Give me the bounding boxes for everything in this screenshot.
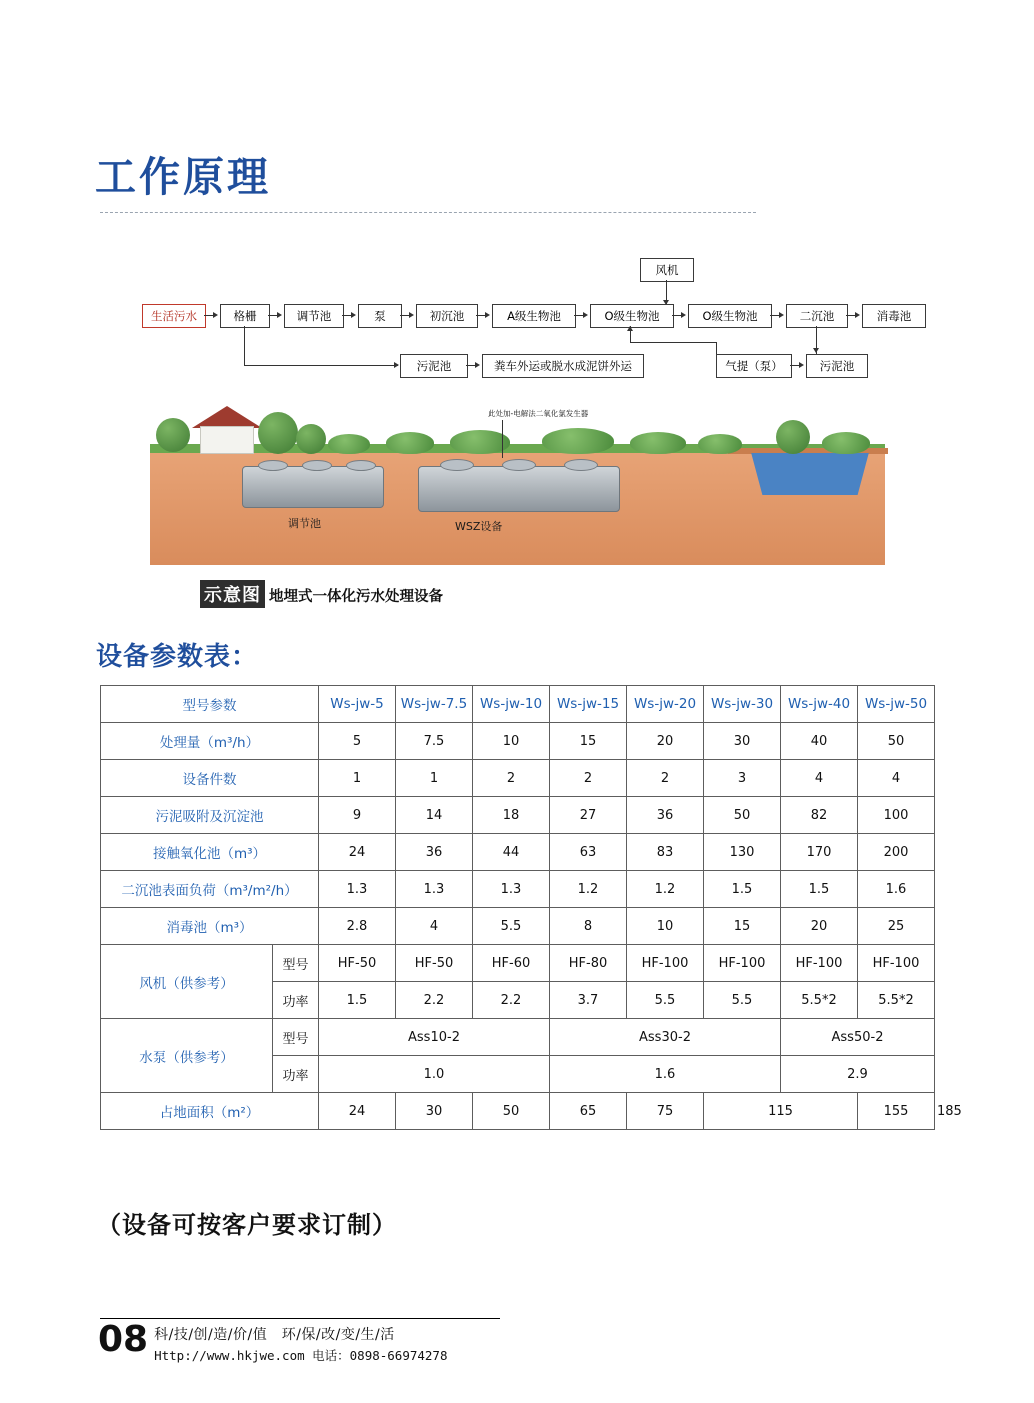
bush-2 [386, 432, 434, 454]
cell-4-7: 1.6 [858, 871, 935, 908]
illustration-label-right: WSZ设备 [455, 520, 503, 533]
blower-power-4: 5.5 [627, 982, 704, 1019]
flow-arrow-8 [855, 312, 860, 318]
cell-3-0: 24 [319, 834, 396, 871]
flow-arrow-return-up [627, 326, 633, 331]
house-roof [192, 406, 262, 428]
flow-node-9: 消毒池 [862, 304, 926, 328]
header-model-7: Ws-jw-50 [858, 686, 935, 723]
header-model-2: Ws-jw-10 [473, 686, 550, 723]
blower-model-5: HF-100 [704, 945, 781, 982]
header-model-4: Ws-jw-20 [627, 686, 704, 723]
cell-5-7: 25 [858, 908, 935, 945]
row-label-3: 接触氧化池（m³） [101, 834, 319, 871]
flow-arrow-4 [485, 312, 490, 318]
pump-model-0: Ass10-2 [319, 1019, 550, 1056]
pump-model-1: Ass30-2 [550, 1019, 781, 1056]
footer-text-block [154, 1322, 447, 1364]
illustration-caption [200, 580, 443, 608]
tank-lid-2 [302, 460, 332, 471]
cell-5-3: 8 [550, 908, 627, 945]
area-1: 30 [396, 1093, 473, 1130]
blower-model-1: HF-50 [396, 945, 473, 982]
flow-node-4: 初沉池 [416, 304, 478, 328]
tree-2 [258, 412, 298, 454]
cell-4-2: 1.3 [473, 871, 550, 908]
title-divider [100, 212, 756, 213]
bush-5 [630, 432, 686, 454]
cell-2-0: 9 [319, 797, 396, 834]
flow-arrow-6 [681, 312, 686, 318]
header-model-1: Ws-jw-7.5 [396, 686, 473, 723]
flow-node-1: 格栅 [220, 304, 270, 328]
cell-0-0: 5 [319, 723, 396, 760]
flow-arrow-airlift [799, 362, 804, 368]
blower-model-4: HF-100 [627, 945, 704, 982]
flow-node-7: O级生物池 [688, 304, 772, 328]
blower-power-2: 2.2 [473, 982, 550, 1019]
cell-2-2: 18 [473, 797, 550, 834]
row-label-blower: 风机（供参考） [101, 945, 273, 1019]
blower-power-5: 5.5 [704, 982, 781, 1019]
cell-4-0: 1.3 [319, 871, 396, 908]
pump-model-2: Ass50-2 [781, 1019, 935, 1056]
table-row [101, 760, 935, 797]
blower-model-7: HF-100 [858, 945, 935, 982]
area-5: 115 [704, 1093, 858, 1130]
cell-1-5: 3 [704, 760, 781, 797]
flow-connector-sludge-horiz [244, 365, 398, 366]
flow-connector-sludge-vert [244, 326, 245, 366]
blower-model-3: HF-80 [550, 945, 627, 982]
cell-3-2: 44 [473, 834, 550, 871]
flow-arrow-2 [351, 312, 356, 318]
flow-node-5: A级生物池 [492, 304, 576, 328]
process-flow-diagram [100, 248, 930, 398]
cell-4-4: 1.2 [627, 871, 704, 908]
table-row [101, 834, 935, 871]
cell-5-1: 4 [396, 908, 473, 945]
row-label-5: 消毒池（m³） [101, 908, 319, 945]
area-3: 65 [550, 1093, 627, 1130]
sub-label-blower-model: 型号 [273, 945, 319, 982]
cell-1-1: 1 [396, 760, 473, 797]
cell-3-1: 36 [396, 834, 473, 871]
blower-model-0: HF-50 [319, 945, 396, 982]
table-row [101, 908, 935, 945]
blower-power-1: 2.2 [396, 982, 473, 1019]
caption-text: 地埋式一体化污水处理设备 [269, 589, 443, 605]
cell-1-2: 2 [473, 760, 550, 797]
flow-arrow-3 [409, 312, 414, 318]
area-0: 24 [319, 1093, 396, 1130]
cell-4-5: 1.5 [704, 871, 781, 908]
cell-1-7: 4 [858, 760, 935, 797]
header-label: 型号参数 [101, 686, 319, 723]
tree-3 [296, 424, 326, 454]
tree-4 [776, 420, 810, 454]
table-row-area: 占地面积（m²） 24 30 50 65 75 115 155 185 [101, 1093, 935, 1130]
flow-node-sludge-pool: 污泥池 [400, 354, 468, 378]
pump-power-1: 1.6 [550, 1056, 781, 1093]
flow-arrow-1 [277, 312, 282, 318]
house-body [200, 426, 254, 454]
header-model-5: Ws-jw-30 [704, 686, 781, 723]
cell-3-7: 200 [858, 834, 935, 871]
sub-label-blower-power: 功率 [273, 982, 319, 1019]
cell-0-1: 7.5 [396, 723, 473, 760]
flow-node-8: 二沉池 [786, 304, 848, 328]
cell-5-6: 20 [781, 908, 858, 945]
area-4: 75 [627, 1093, 704, 1130]
tank-lid-4 [440, 459, 474, 471]
footer-divider [100, 1318, 500, 1319]
row-label-2: 污泥吸附及沉淀池 [101, 797, 319, 834]
bush-1 [328, 434, 370, 454]
row-label-area: 占地面积（m²） [101, 1093, 319, 1130]
tree-1 [156, 418, 190, 452]
cell-1-4: 2 [627, 760, 704, 797]
cell-3-5: 130 [704, 834, 781, 871]
blower-power-3: 3.7 [550, 982, 627, 1019]
cell-0-4: 20 [627, 723, 704, 760]
cell-1-6: 4 [781, 760, 858, 797]
flow-arrow-7 [779, 312, 784, 318]
sub-label-pump-model: 型号 [273, 1019, 319, 1056]
tank-lid-3 [346, 460, 376, 471]
flow-node-6: O级生物池 [590, 304, 674, 328]
bush-6 [698, 434, 742, 454]
row-label-4: 二沉池表面负荷（m³/m²/h） [101, 871, 319, 908]
cell-2-1: 14 [396, 797, 473, 834]
cell-5-5: 15 [704, 908, 781, 945]
illustration-label-left: 调节池 [288, 517, 321, 530]
cell-0-5: 30 [704, 723, 781, 760]
area-2: 50 [473, 1093, 550, 1130]
flow-connector-return [630, 342, 716, 343]
page-title-block [95, 155, 955, 200]
table-row [101, 797, 935, 834]
flow-connector-return-vert2 [716, 342, 717, 354]
blower-power-7: 5.5*2 [858, 982, 935, 1019]
flow-node-2: 调节池 [284, 304, 344, 328]
blower-model-2: HF-60 [473, 945, 550, 982]
pump-power-0: 1.0 [319, 1056, 550, 1093]
blower-model-6: HF-100 [781, 945, 858, 982]
flow-node-transport: 粪车外运或脱水成泥饼外运 [482, 354, 644, 378]
cell-3-3: 63 [550, 834, 627, 871]
page-title: 工作原理 [95, 153, 271, 201]
cell-2-5: 50 [704, 797, 781, 834]
flow-arrow-2nd-down [813, 348, 819, 353]
cell-0-2: 10 [473, 723, 550, 760]
cell-3-4: 83 [627, 834, 704, 871]
cell-2-3: 27 [550, 797, 627, 834]
row-label-1: 设备件数 [101, 760, 319, 797]
cell-4-1: 1.3 [396, 871, 473, 908]
site-illustration [150, 400, 885, 565]
spec-table [100, 685, 962, 1130]
page-footer [98, 1319, 448, 1364]
illustration-pond [740, 453, 880, 495]
cell-1-0: 1 [319, 760, 396, 797]
flow-node-blower: 风机 [640, 258, 694, 282]
page-number: 08 [98, 1319, 149, 1360]
bush-4 [542, 428, 614, 454]
cell-4-6: 1.5 [781, 871, 858, 908]
footer-slogan: 科/技/创/造/价/值 环/保/改/变/生/活 [154, 1327, 395, 1343]
cell-0-6: 40 [781, 723, 858, 760]
tank-lid-5 [502, 459, 536, 471]
bush-7 [822, 432, 870, 454]
sub-label-pump-power: 功率 [273, 1056, 319, 1093]
table-row-pump-model [101, 1019, 935, 1056]
cell-1-3: 2 [550, 760, 627, 797]
cell-2-7: 100 [858, 797, 935, 834]
row-label-pump: 水泵（供参考） [101, 1019, 273, 1093]
flow-node-sludge-pool-2: 污泥池 [806, 354, 868, 378]
cell-5-2: 5.5 [473, 908, 550, 945]
flow-node-3: 泵 [358, 304, 402, 328]
cell-0-7: 50 [858, 723, 935, 760]
caption-badge: 示意图 [200, 580, 265, 608]
flow-arrow-0 [213, 312, 218, 318]
section-heading-spec-table: 设备参数表： [96, 642, 259, 672]
tank-wsz-equipment [418, 466, 620, 512]
table-row-blower-model [101, 945, 935, 982]
cell-2-4: 36 [627, 797, 704, 834]
spec-table-wrapper [100, 685, 962, 1130]
table-row-header [101, 686, 935, 723]
row-label-0: 处理量（m³/h） [101, 723, 319, 760]
table-row [101, 871, 935, 908]
cell-0-3: 15 [550, 723, 627, 760]
flow-arrow-5 [583, 312, 588, 318]
header-model-0: Ws-jw-5 [319, 686, 396, 723]
cell-5-0: 2.8 [319, 908, 396, 945]
tank-lid-1 [258, 460, 288, 471]
table-row [101, 723, 935, 760]
cell-4-3: 1.2 [550, 871, 627, 908]
flow-arrow-sludge [394, 362, 399, 368]
cell-3-6: 170 [781, 834, 858, 871]
blower-power-6: 5.5*2 [781, 982, 858, 1019]
customization-footnote: （设备可按客户要求订制） [97, 1211, 397, 1239]
cell-5-4: 10 [627, 908, 704, 945]
pump-power-2: 2.9 [781, 1056, 935, 1093]
callout-line [502, 420, 503, 458]
flow-arrow-sludge-2 [475, 362, 480, 368]
flow-node-0: 生活污水 [142, 304, 206, 328]
tank-lid-6 [564, 459, 598, 471]
illustration-house [192, 406, 262, 452]
cell-2-6: 82 [781, 797, 858, 834]
header-model-3: Ws-jw-15 [550, 686, 627, 723]
header-model-6: Ws-jw-40 [781, 686, 858, 723]
footer-contact: Http://www.hkjwe.com 电话：0898-66974278 [154, 1348, 448, 1363]
flow-node-airlift: 气提（泵） [716, 354, 792, 378]
area-6: 155 [858, 1093, 935, 1130]
illustration-note: 此处加-电解法二氧化氯发生器 [488, 409, 589, 418]
tank-regulating [242, 466, 384, 508]
blower-power-0: 1.5 [319, 982, 396, 1019]
bush-3 [450, 430, 510, 454]
